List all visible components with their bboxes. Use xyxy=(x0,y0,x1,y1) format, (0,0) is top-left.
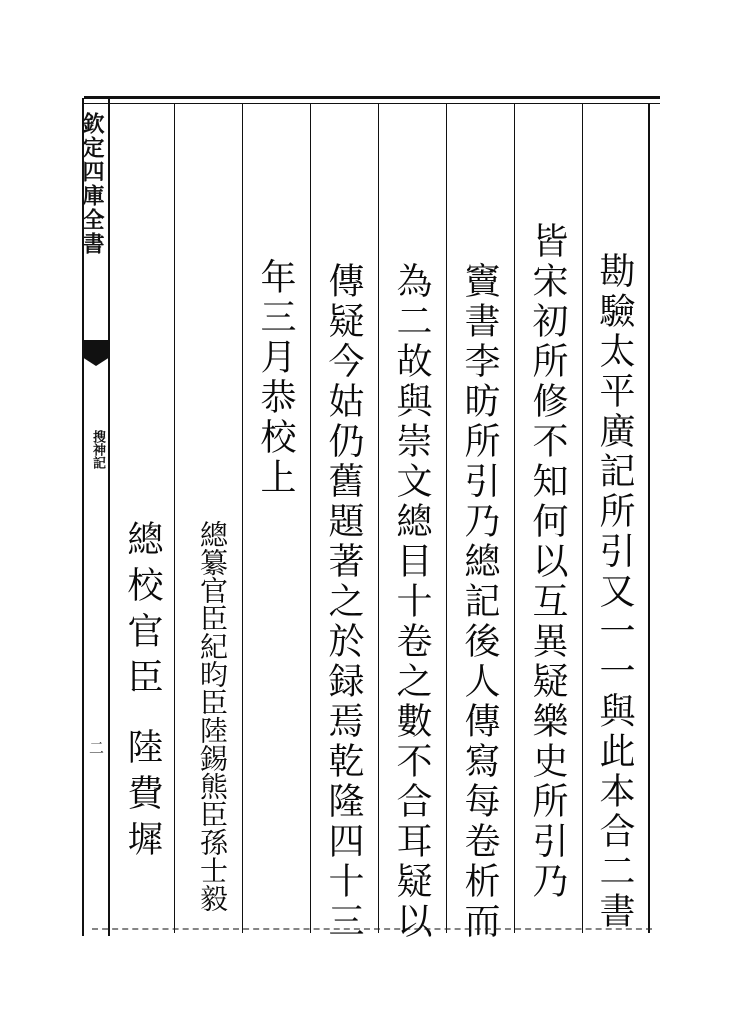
margin-page-number: 二 xyxy=(87,740,105,755)
column-divider xyxy=(514,103,515,933)
text-column-4: 為二故與崇文總目十卷之數不合耳疑以 xyxy=(391,262,432,942)
column-divider xyxy=(582,103,583,933)
proofreader-name: 陸費墀 xyxy=(122,728,163,866)
fishtail-mark-icon xyxy=(84,340,108,366)
right-border xyxy=(648,103,650,933)
column-divider xyxy=(174,103,175,933)
margin-right-line xyxy=(108,98,110,936)
proofreader-role: 總校官臣 xyxy=(122,520,163,704)
text-column-2: 皆宋初所修不知何以互異疑樂史所引乃 xyxy=(527,222,568,902)
editors-credit: 總纂官臣紀昀臣陸錫熊臣孫士毅 xyxy=(196,520,229,912)
text-column-1: 勘驗太平廣記所引又一一與此本合二書 xyxy=(594,252,635,932)
text-column-3: 竇書李昉所引乃總記後人傳寫每卷析而 xyxy=(459,262,500,942)
column-divider xyxy=(378,103,379,933)
top-border xyxy=(84,96,660,99)
margin-book-title: 欽定四庫全書 xyxy=(79,112,105,256)
margin-sub-title: 搜神記 xyxy=(90,430,105,469)
top-border-inner xyxy=(84,103,660,104)
column-divider xyxy=(446,103,447,933)
text-column-6: 年三月恭校上 xyxy=(255,258,296,498)
column-divider xyxy=(242,103,243,933)
text-column-5: 傳疑今姑仍舊題著之於録焉乾隆四十三 xyxy=(323,262,364,942)
bottom-border xyxy=(92,928,652,938)
column-divider xyxy=(310,103,311,933)
